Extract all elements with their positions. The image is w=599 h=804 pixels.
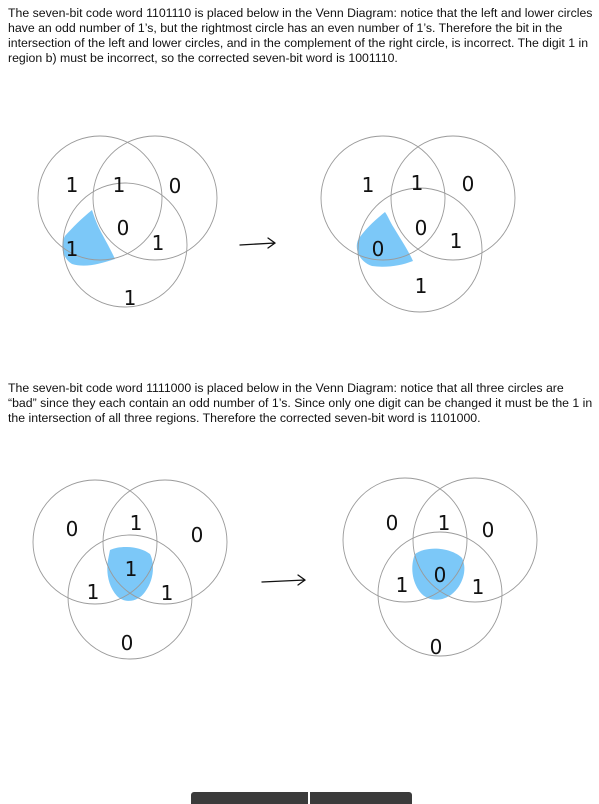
digit-right-only: 0 <box>461 172 475 196</box>
digit-all-three: 1 <box>124 557 138 581</box>
venn-diagram-example-2 <box>0 482 599 682</box>
digit-lower-only: 1 <box>414 274 428 298</box>
digit-left-right: 1 <box>410 171 424 195</box>
digit-left-lower: 1 <box>65 237 79 261</box>
digit-left-right: 1 <box>437 511 451 535</box>
digit-lower-only: 0 <box>429 635 443 659</box>
arrow-icon <box>240 238 275 248</box>
digit-left-only: 1 <box>361 173 375 197</box>
paragraph-example-1: The seven-bit code word 1101110 is placed below in the Venn Diagram: notice that the left and lower circles have an odd number of 1’s, but the rightmost circle has an even number of 1’s. Therefore the bit in the intersection of the left and lower circles, and in the complement of the right circle, is incorrect. The digit 1 in region b) must be incorrect, so the corrected seven-bit word is 1001110. <box>8 6 593 65</box>
venn-before-example-1 <box>38 136 217 310</box>
digit-all-three: 0 <box>116 216 130 240</box>
digit-left-only: 0 <box>65 517 79 541</box>
digit-lower-only: 0 <box>120 631 134 655</box>
digit-left-only: 1 <box>65 173 79 197</box>
digit-right-only: 0 <box>190 523 204 547</box>
page-toolbar-right[interactable] <box>310 792 412 804</box>
digit-left-only: 0 <box>385 511 399 535</box>
venn-after-example-1 <box>321 136 515 312</box>
digit-left-lower: 0 <box>371 237 385 261</box>
arrow-icon <box>262 575 305 585</box>
digit-lower-only: 1 <box>123 286 137 310</box>
digit-right-lower: 1 <box>151 231 165 255</box>
venn-diagram-example-1 <box>0 140 599 340</box>
digit-left-right: 1 <box>112 173 126 197</box>
digit-right-lower: 1 <box>471 575 485 599</box>
digit-left-lower: 1 <box>395 573 409 597</box>
digit-right-only: 0 <box>168 174 182 198</box>
page-toolbar-left[interactable] <box>191 792 308 804</box>
venn-after-example-2 <box>343 478 537 659</box>
digit-all-three: 0 <box>433 563 447 587</box>
venn-before-example-2 <box>33 480 227 659</box>
digit-right-only: 0 <box>481 518 495 542</box>
digit-left-lower: 1 <box>86 580 100 604</box>
digit-left-right: 1 <box>129 511 143 535</box>
paragraph-example-2: The seven-bit code word 1111000 is placed below in the Venn Diagram: notice that all three circles are “bad” since they each contain an odd number of 1’s. Since only one digit can be changed it must be the 1 in the intersection of all three regions. Therefore the corrected seven-bit word is 1101000. <box>8 381 593 425</box>
digit-all-three: 0 <box>414 216 428 240</box>
digit-right-lower: 1 <box>160 581 174 605</box>
digit-right-lower: 1 <box>449 229 463 253</box>
